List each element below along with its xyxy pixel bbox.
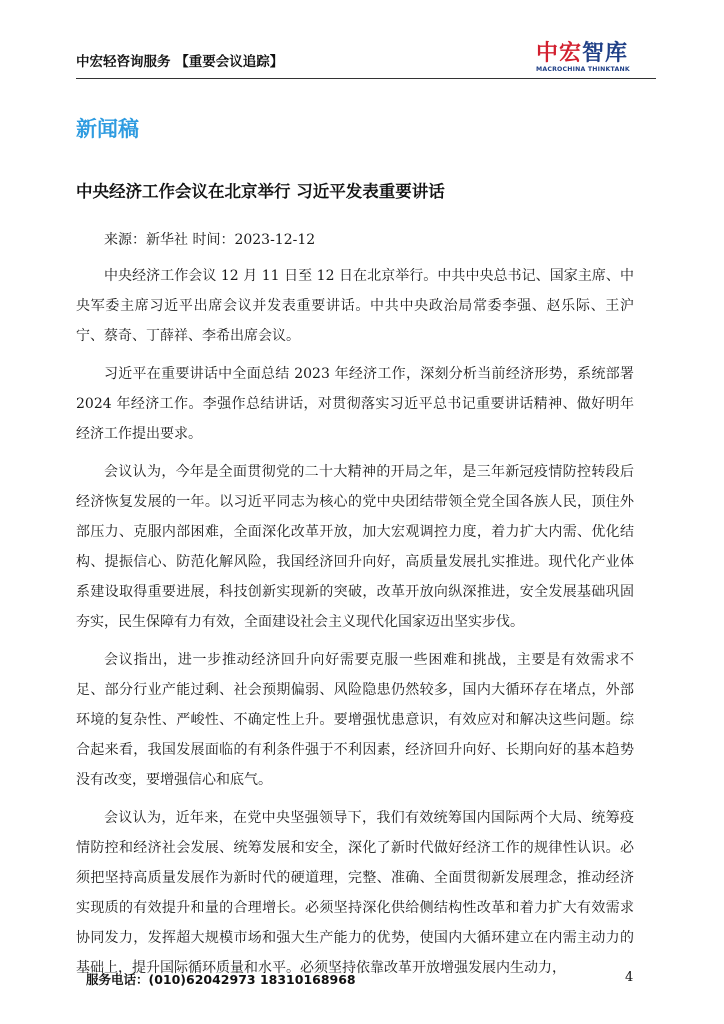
article-body xyxy=(76,225,634,991)
article-paragraph: 会议认为，近年来，在党中央坚强领导下，我们有效统筹国内国际两个大局、统筹疫情防控和经济社会发展、统筹发展和安全，深化了新时代做好经济工作的规律性认识。必须把坚持高质量发展作为新时代的硬道理，完整、准确、全面贯彻新发展理念，推动经济实现质的有效提升和量的合理增长。必须坚持深化供给侧结构性改革和着力扩大有效需求协同发力，发挥超大规模市场和强大生产能力的优势，使国内大循环建立在内需主动力的基础上，提升国际循环质量和水平。必须坚持依靠改革开放增强发展内生动力， xyxy=(76,810,634,976)
logo-wordmark-red: 中宏 xyxy=(536,41,583,66)
section-title: 新闻稿 xyxy=(76,117,139,141)
article-paragraph: 会议指出，进一步推动经济回升向好需要克服一些困难和挑战，主要是有效需求不足、部分行业产能过剩、社会预期偏弱、风险隐患仍然较多，国内大循环存在堵点，外部环境的复杂性、严峻性、不确定性上升。要增强忧患意识，有效应对和解决这些问题。综合起来看，我国发展面临的有利条件强于不利因素，经济回升向好、长期向好的基本趋势没有改变，要增强信心和底气。 xyxy=(76,652,634,788)
page-number: 4 xyxy=(625,970,634,985)
logo-subtitle: MACROCHINA THINKTANK xyxy=(536,66,630,73)
header-divider xyxy=(76,78,656,79)
article-paragraph: 会议认为，今年是全面贯彻党的二十大精神的开局之年，是三年新冠疫情防控转段后经济恢复发展的一年。以习近平同志为核心的党中央团结带领全党全国各族人民，顶住外部压力、克服内部困难，全面深化改革开放，加大宏观调控力度，着力扩大内需、优化结构、提振信心、防范化解风险，我国经济回升向好，高质量发展扎实推进。现代化产业体系建设取得重要进展，科技创新实现新的突破，改革开放向纵深推进，安全发展基础巩固夯实，民生保障有力有效，全面建设社会主义现代化国家迈出坚实步伐。 xyxy=(76,464,634,630)
logo-wordmark-blue: 智库 xyxy=(582,41,629,66)
article-paragraph: 习近平在重要讲话中全面总结 2023 年经济工作，深刻分析当前经济形势，系统部署 2024 年经济工作。李强作总结讲话，对贯彻落实习近平总书记重要讲话精神、做好明年经济工作提出要求。 xyxy=(76,366,634,442)
article-paragraph: 中央经济工作会议 12 月 11 日至 12 日在北京举行。中共中央总书记、国家主席、中央军委主席习近平出席会议并发表重要讲话。中共中央政治局常委李强、赵乐际、王沪宁、蔡奇、丁薛祥、李希出席会议。 xyxy=(76,268,634,344)
logo-wordmark xyxy=(536,42,656,66)
footer-contact-phone: 服务电话：(010)62042973 18310168968 xyxy=(86,972,356,987)
article-headline: 中央经济工作会议在北京举行 习近平发表重要讲话 xyxy=(76,182,445,201)
header-service-title: 中宏轻咨询服务 【重要会议追踪】 xyxy=(76,54,284,70)
article-source-line: 来源：新华社 时间：2023-12-12 xyxy=(104,232,316,248)
brand-logo xyxy=(536,42,656,73)
